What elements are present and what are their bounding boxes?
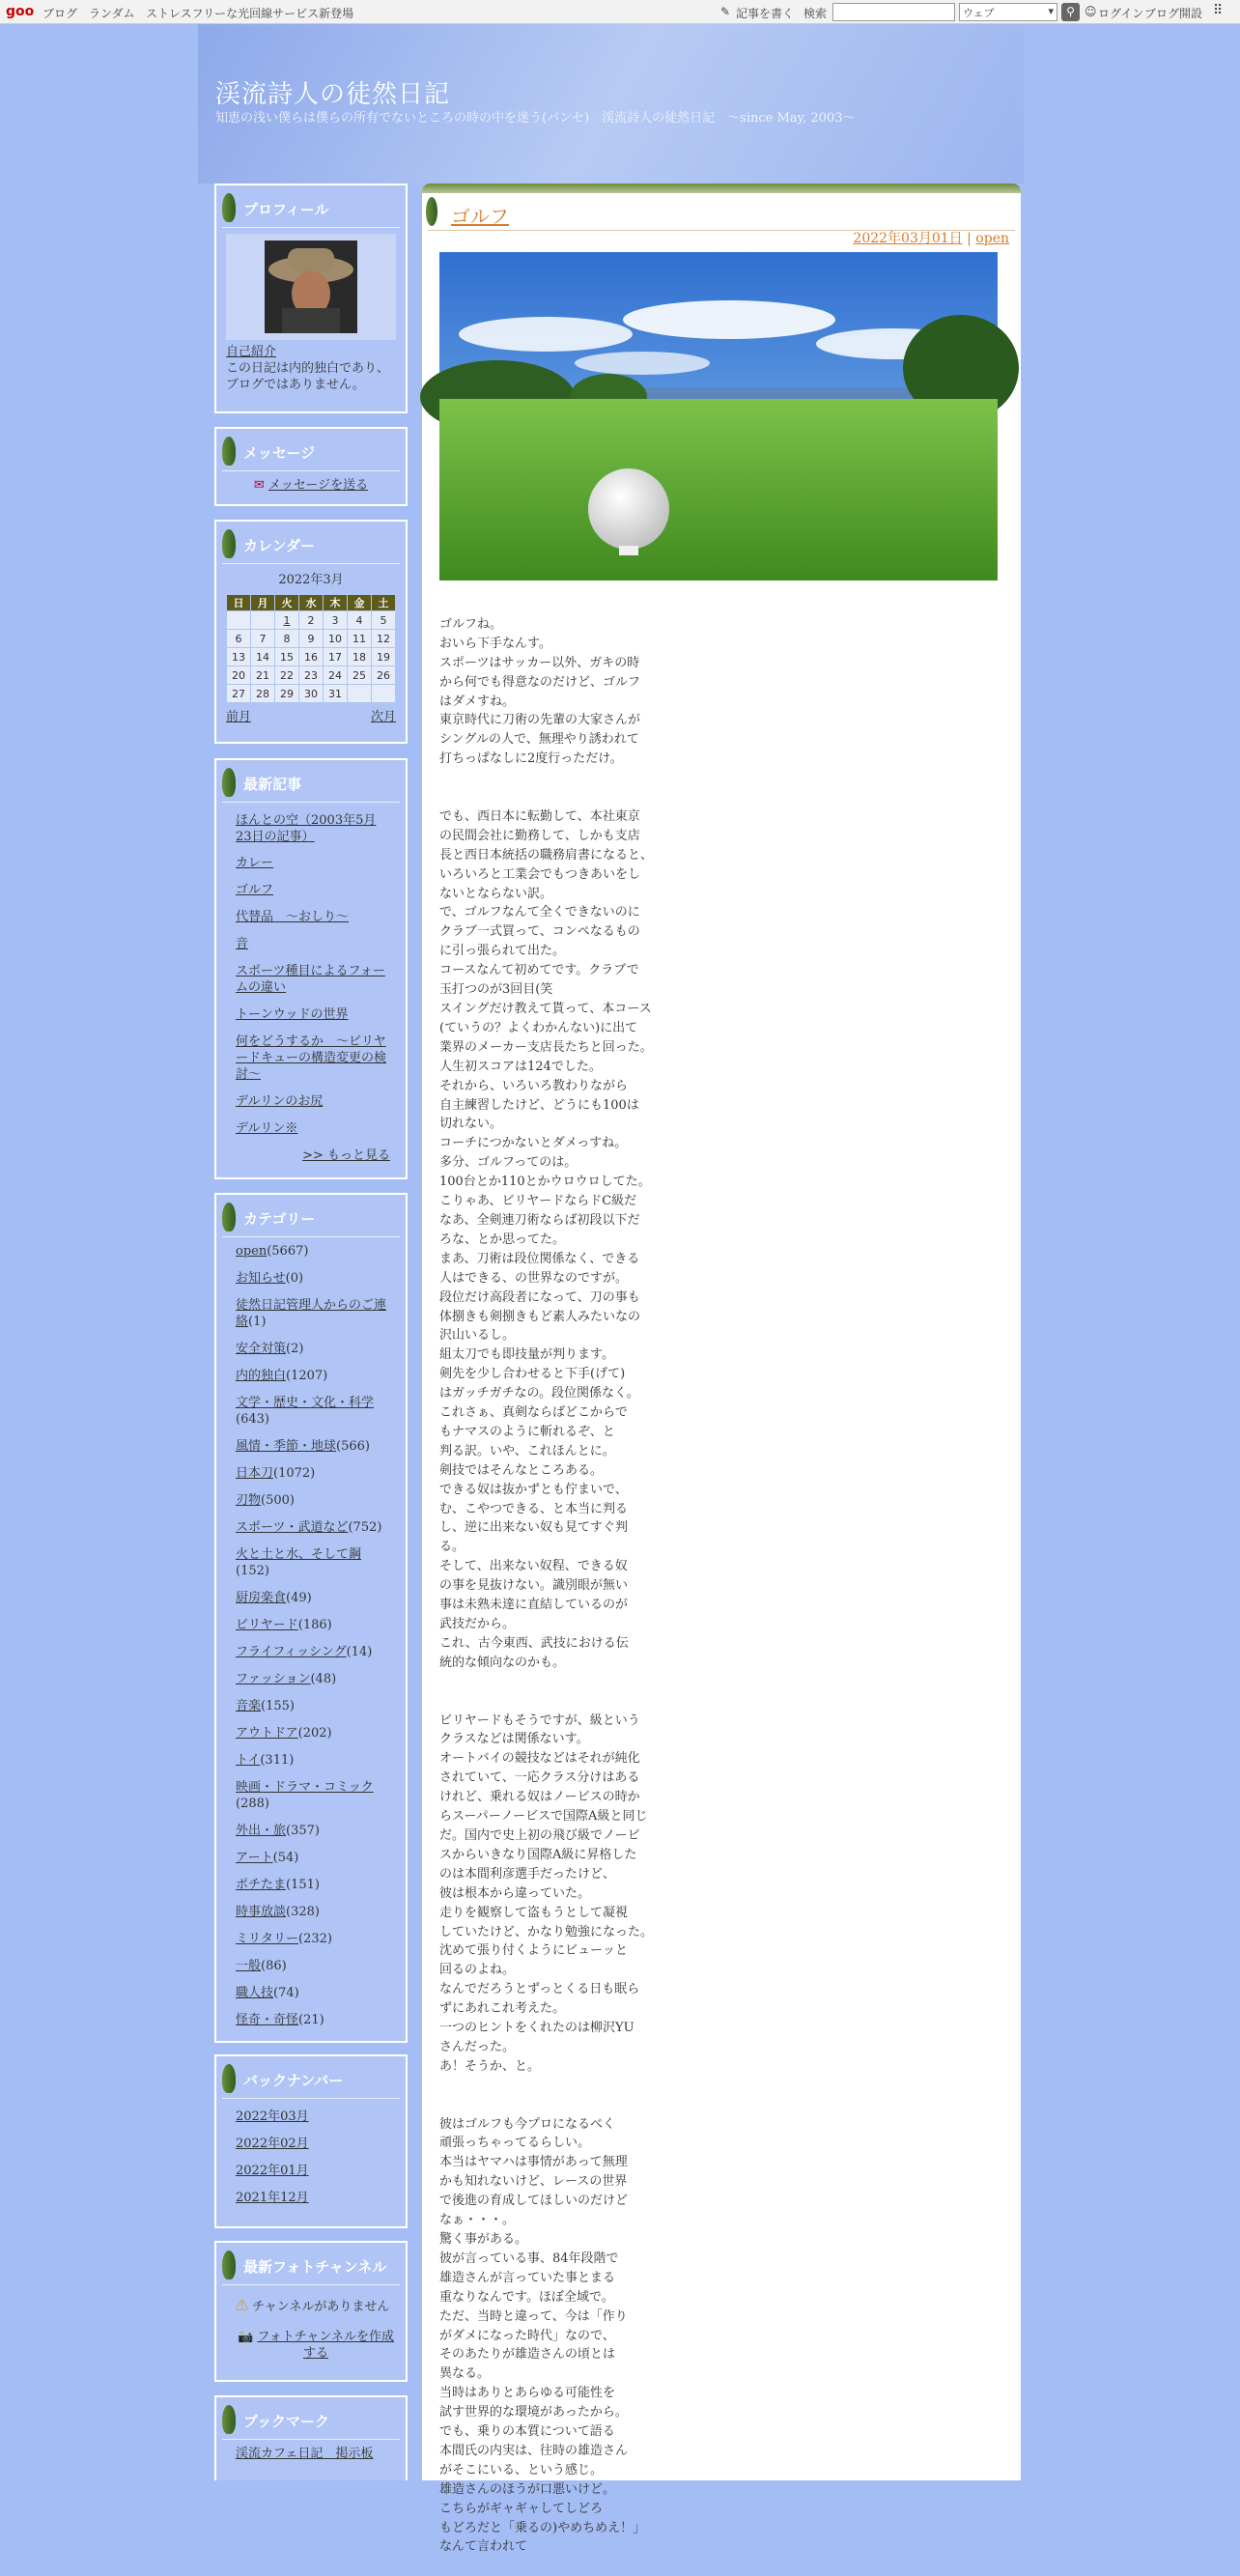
calendar-day: 5 [372, 611, 396, 630]
categories-heading: カテゴリー [243, 1210, 316, 1228]
categories-header [222, 1195, 400, 1237]
create-photo-channel-link[interactable]: フォトチャンネルを作成する [257, 2330, 394, 2361]
message-header [222, 429, 400, 471]
calendar-day: 9 [299, 630, 324, 648]
category-link[interactable]: 怪奇・奇怪 [236, 2013, 299, 2027]
category-link[interactable]: 映画・ドラマ・コミック [236, 1780, 374, 1795]
category-link[interactable]: 音楽 [236, 1699, 262, 1713]
calendar-day: 3 [324, 611, 348, 630]
recent-post-link[interactable]: デルリンのお尻 [236, 1094, 324, 1109]
category-count: (152) [236, 1564, 269, 1578]
weekday-label: 水 [299, 595, 324, 611]
category-link[interactable]: 職人技 [236, 1986, 274, 2000]
leaf-icon [222, 529, 236, 558]
calendar-day: 11 [348, 630, 372, 648]
more-posts-link[interactable]: >> もっと見る [302, 1148, 390, 1163]
search-scope-value: ウェブ [963, 7, 995, 19]
category-item [236, 1297, 390, 1330]
category-link[interactable]: 時事放談 [236, 1905, 287, 1919]
search-input[interactable] [832, 3, 955, 21]
calendar-day: 23 [299, 666, 324, 685]
entry-date-link[interactable]: 2022年03月01日 [853, 231, 963, 246]
bookmark-heading: ブックマーク [243, 2413, 329, 2430]
calendar-day: 19 [372, 648, 396, 666]
category-count: (328) [286, 1905, 320, 1919]
leaf-icon [222, 437, 236, 466]
search-button[interactable] [1061, 3, 1080, 21]
calendar-day: 17 [324, 648, 348, 666]
category-item [236, 1492, 390, 1509]
recent-post-link[interactable]: ゴルフ [236, 883, 274, 897]
calendar-day [251, 611, 275, 630]
entry-title[interactable]: ゴルフ [451, 205, 509, 228]
recent-post-link[interactable]: 代替品 ～おしり～ [236, 910, 350, 924]
message-box [214, 427, 408, 506]
search-label: 検索 [803, 7, 828, 20]
category-item [236, 1368, 390, 1384]
recent-post-link[interactable]: スポーツ種目によるフォームの違い [236, 964, 385, 995]
category-link[interactable]: トイ [236, 1753, 261, 1768]
calendar-day: 29 [275, 685, 299, 703]
category-item [236, 1243, 390, 1260]
category-item [236, 2012, 390, 2028]
avatar [265, 241, 357, 333]
category-link[interactable]: アウトドア [236, 1726, 298, 1741]
category-link[interactable]: ポチたま [236, 1878, 287, 1892]
category-list [226, 1237, 396, 2028]
category-item [236, 1341, 390, 1357]
entry-body [439, 596, 671, 2576]
category-count: (500) [261, 1493, 295, 1508]
category-link[interactable]: ミリタリー [236, 1932, 299, 1946]
category-count: (155) [261, 1699, 295, 1713]
calendar-month: 2022年3月 [278, 573, 344, 587]
category-count: (202) [297, 1726, 332, 1741]
chevron-down-icon: ▾ [1048, 5, 1054, 17]
calendar-day [348, 685, 372, 703]
categories-box [214, 1193, 408, 2043]
category-item [236, 1395, 390, 1428]
category-count: (1072) [273, 1466, 316, 1481]
message-heading: メッセージ [243, 444, 316, 462]
calendar-day: 31 [324, 685, 348, 703]
category-count: (54) [272, 1851, 299, 1865]
category-link[interactable]: スポーツ・武道など [236, 1520, 349, 1535]
category-count: (311) [260, 1753, 295, 1768]
category-link[interactable]: open [236, 1244, 268, 1259]
calendar-day: 7 [251, 630, 275, 648]
entry-paragraph: ゴルフね。 おいら下手なんす。 スポーツはサッカー以外、ガキの時 から何でも得意なのだけど、ゴルフ はダメすね。 東京時代に刀術の先輩の大家さんが シングルの人で、無理やり誘われて 打ちっぱなしに2度行っただけ。 [439, 616, 641, 767]
profile-text: この日記は内的独白であり、ブログではありません。 [226, 361, 390, 392]
category-item [236, 1590, 390, 1606]
leaf-icon [222, 2064, 236, 2093]
envelope-icon: ✉ [253, 478, 265, 493]
category-link[interactable]: お知らせ [236, 1271, 286, 1286]
category-count: (151) [286, 1878, 320, 1892]
category-count: (48) [310, 1672, 337, 1686]
weekday-label: 火 [275, 595, 299, 611]
grid-menu-icon[interactable]: ⠿ [1213, 3, 1224, 18]
category-count: (288) [236, 1797, 269, 1811]
meta-separator: | [967, 231, 972, 246]
category-item [236, 1546, 390, 1579]
leaf-icon [426, 197, 437, 226]
category-count: (5667) [267, 1244, 309, 1259]
weekday-label: 木 [324, 595, 348, 611]
category-link[interactable]: 一般 [236, 1959, 262, 1973]
weekday-label: 日 [227, 595, 251, 611]
category-item [236, 1752, 390, 1769]
category-link[interactable]: 日本刀 [236, 1466, 274, 1481]
category-link[interactable]: アート [236, 1851, 273, 1865]
weekday-label: 金 [348, 595, 372, 611]
category-count: (1) [248, 1315, 267, 1329]
blog-description: 知恵の浅い僕らは僕らの所有でないところの時の中を迷う(パンセ) 渓流詩人の徒然日記 ～since May, 2003～ [215, 111, 856, 126]
category-count: (232) [298, 1932, 332, 1946]
warning-icon: ⚠ [236, 2300, 249, 2314]
category-count: (186) [297, 1618, 332, 1632]
category-link[interactable]: 厨房楽食 [236, 1591, 287, 1605]
category-item [236, 1958, 390, 1974]
calendar-day: 30 [299, 685, 324, 703]
category-item [236, 1904, 390, 1920]
category-link[interactable]: 火と土と水、そして鋼 [236, 1547, 362, 1562]
calendar-day: 4 [348, 611, 372, 630]
category-item [236, 1438, 390, 1455]
backnumber-box [214, 2054, 408, 2228]
leaf-icon [222, 193, 236, 222]
bookmark-header [222, 2397, 400, 2440]
avatar-frame [226, 234, 396, 340]
profile-box [214, 184, 408, 413]
calendar-day: 18 [348, 648, 372, 666]
bookmark-box [214, 2395, 408, 2480]
calendar-day: 10 [324, 630, 348, 648]
category-count: (21) [298, 2013, 324, 2027]
toolbar-link-random[interactable]: ランダム [89, 7, 135, 20]
calendar-day: 2 [299, 611, 324, 630]
calendar-day-link[interactable]: 1 [275, 611, 299, 630]
toolbar-link-promo[interactable]: ストレスフリーな光回線サービス新登場 [146, 7, 354, 20]
category-item [236, 1877, 390, 1893]
entry [422, 184, 1021, 2555]
category-count: (86) [261, 1959, 287, 1973]
goo-logo[interactable]: goo [6, 4, 35, 19]
category-item [236, 1519, 390, 1536]
weekday-label: 土 [372, 595, 396, 611]
category-count: (14) [346, 1645, 373, 1659]
golf-ball-photo[interactable] [439, 252, 998, 580]
calendar-day: 13 [227, 648, 251, 666]
blog-title[interactable]: 渓流詩人の徒然日記 [215, 80, 451, 109]
category-count: (2) [286, 1342, 304, 1356]
photo-channel-box [214, 2241, 408, 2382]
category-count: (357) [286, 1824, 320, 1838]
archive-link[interactable]: 2022年02月 [236, 2137, 309, 2151]
pencil-icon: ✎ [720, 5, 731, 18]
calendar-day: 21 [251, 666, 275, 685]
recent-post-link[interactable]: デルリン※ [236, 1121, 298, 1136]
calendar-box [214, 520, 408, 744]
calendar-day: 26 [372, 666, 396, 685]
recent-header [222, 760, 400, 803]
profile-heading: プロフィール [243, 201, 329, 218]
toolbar-link-blog[interactable]: ブログ [42, 7, 78, 20]
recent-post-link[interactable]: トーンウッドの世界 [236, 1007, 349, 1022]
calendar-heading: カレンダー [243, 537, 316, 554]
category-count: (752) [348, 1520, 382, 1535]
calendar-table [226, 594, 396, 703]
user-icon: ☺ [1085, 5, 1097, 18]
category-item [236, 1823, 390, 1839]
profile-header [222, 185, 400, 228]
calendar-day [372, 685, 396, 703]
category-link[interactable]: 外出・旅 [236, 1824, 287, 1838]
category-item [236, 1465, 390, 1482]
calendar-day: 14 [251, 648, 275, 666]
camera-icon: 📷 [238, 2330, 254, 2344]
entry-meta [853, 228, 1009, 247]
calendar-day: 16 [299, 648, 324, 666]
category-item [236, 1779, 390, 1812]
search-icon: ⚲ [1066, 5, 1075, 18]
archive-link[interactable]: 2021年12月 [236, 2191, 309, 2205]
goo-toolbar [0, 0, 1240, 24]
category-link[interactable]: フライフィッシング [236, 1645, 347, 1659]
calendar-day: 27 [227, 685, 251, 703]
calendar-day: 25 [348, 666, 372, 685]
recent-post-link[interactable]: 何をどうするか ～ビリヤードキューの構造変更の検討～ [236, 1034, 387, 1082]
category-count: (566) [336, 1439, 370, 1454]
category-item [236, 1931, 390, 1947]
photo-channel-heading: 最新フォトチャンネル [243, 2258, 387, 2276]
no-channel-text: チャンネルがありません [252, 2300, 390, 2314]
backnumber-header [222, 2056, 400, 2099]
open-blog-link[interactable]: ブログ開設 [1144, 7, 1203, 20]
category-link[interactable]: 刃物 [236, 1493, 262, 1508]
send-message-link[interactable]: メッセージを送る [268, 478, 369, 493]
search-scope-select[interactable] [959, 3, 1057, 21]
weekday-label: 月 [251, 595, 275, 611]
category-item [236, 1617, 390, 1633]
login-link[interactable]: ログイン [1098, 7, 1144, 20]
calendar-day: 8 [275, 630, 299, 648]
category-link[interactable]: 徒然日記管理人からのご連絡 [236, 1298, 387, 1329]
leaf-icon [222, 1203, 236, 1231]
next-month-link[interactable]: 次月 [370, 710, 396, 724]
calendar-header [222, 522, 400, 564]
recent-posts-box [214, 758, 408, 1179]
calendar-day: 12 [372, 630, 396, 648]
entry-paragraph: 彼はゴルフも今プロになるべく 頑張っちゃってるらしい。 本当はヤマハは事情があって無理 かも知れないけど、レースの世界 で後進の育成してほしいのだけど なぁ・・・。 驚く事がある。 彼が言っている事、84年段階で 雄造さんが言っていた事とまる 重なりなんです。ほぼ全域で。 ただ、当時と違って、今は「作り がダメになった時代」なので、 そのあたりが雄造さんの頃とは 異なる。 当時はありとあらゆる可能性を 試す世界的な環境があったから。 でも、乗りの本質について語る 本間氏の内実は、往時の雄造さん がそこにいる、という感じ。 雄造さんのほうが口悪いけど。 こちらがギャギャしてしどろ もどろだと「乗るの)やめちめえ！」 なんて言われて [439, 2116, 646, 2555]
category-link[interactable]: 風情・季節・地球 [236, 1439, 337, 1454]
recent-post-link[interactable]: カレー [236, 856, 274, 870]
bookmark-link[interactable]: 渓流カフェ日記 掲示板 [236, 2447, 374, 2461]
prev-month-link[interactable]: 前月 [226, 710, 252, 724]
calendar-day: 20 [227, 666, 251, 685]
category-link[interactable]: ファッション [236, 1672, 311, 1686]
category-link[interactable]: 内的独白 [236, 1369, 287, 1383]
calendar-day: 24 [324, 666, 348, 685]
entry-category-link[interactable]: open [975, 231, 1009, 246]
category-item [236, 1644, 390, 1660]
blog-header [198, 24, 1024, 184]
category-count: (643) [236, 1412, 269, 1427]
entry-top-stripe [422, 184, 1021, 193]
recent-post-link[interactable]: ほんとの空（2003年5月23日の記事） [236, 813, 377, 844]
category-link[interactable]: 安全対策 [236, 1342, 287, 1356]
calendar-day [227, 611, 251, 630]
category-count: (1207) [286, 1369, 328, 1383]
category-item [236, 1725, 390, 1741]
category-item [236, 1985, 390, 2001]
calendar-day: 15 [275, 648, 299, 666]
leaf-icon [222, 768, 236, 797]
calendar-day: 28 [251, 685, 275, 703]
profile-intro-link[interactable]: 自己紹介 [226, 345, 277, 359]
entry-paragraph: ビリヤードもそうですが、級という クラスなどは関係ないす。 オートバイの競技などはそれが純化 されていて、一応クラス分けはある けれど、乗れる奴はノービスの時か らスーパーノービスで国際A級と同じ だ。国内で史上初の飛び級でノービ スからいきなり国際A級に昇格した のは本間利彦選手だったけど、 彼は根本から違っていた。 走りを観察して盗もうとして凝視 していたけど、かなり勉強になった。 沈めて張り付くようにビューッと 回るのよね。 なんでだろうとずっとくる日も眠ら ずにあれこれ考えた。 一つのヒントをくれたのは柳沢YU さんだった。 あ！そうか、と。 [439, 1713, 654, 2074]
category-count: (74) [273, 1986, 299, 2000]
recent-heading: 最新記事 [243, 776, 302, 793]
category-count: (49) [286, 1591, 312, 1605]
recent-post-link[interactable]: 音 [236, 937, 249, 951]
category-count: (0) [285, 1271, 304, 1286]
category-link[interactable]: 文学・歴史・文化・科学 [236, 1396, 375, 1410]
leaf-icon [222, 2405, 236, 2434]
photo-channel-header [222, 2243, 400, 2285]
archive-link[interactable]: 2022年03月 [236, 2109, 309, 2124]
archive-link[interactable]: 2022年01月 [236, 2164, 309, 2178]
category-item [236, 1850, 390, 1866]
category-item [236, 1270, 390, 1287]
entry-paragraph: でも、西日本に転勤して、本社東京 の民間会社に勤務して、しかも支店 長と西日本統括の職務肩書になると、 いろいろと工業会でもつきあいをし ないとならない訳。 で、ゴルフなんて全くできないのに クラブ一式買って、コンペなるもの に引っ張られて出た。 コースなんて初めてです。クラブで 玉打つのが3回目(笑 スイングだけ教えて貰って、本コース (ていうの？よくわかんない)に出て 業界のメーカー支店長たちと回った。 人生初スコアは124でした。 それから、いろいろ教わりながら 自主練習したけど、どうにも100は 切れない。 コーチにつかないとダメっすね。 多分、ゴルフってのは。 100台とか110とかウロウロしてた。 こりゃあ、ビリヤードならドC級だ なあ、全剣連刀術ならば初段以下だ ろな、とか思ってた。 まあ、刀術は段位関係なく、できる 人はできる、の世界なのですが。 段位だけ高段者になって、刀の事も 体捌きも剣捌きもど素人みたいなの 沢山いるし。 組太刀でも即技量が判ります。 剣先を少し合わせると下手(げて) はガッチガチなの。段位関係なく。 これさぁ、真剣ならばどこからで もナマスのように斬れるぞ、と 判る訳。いや、これほんとに。 剣技ではそんなところある。 できる奴は抜かずとも佇まいで、 む、こやつできる、と本当に判る し、逆に出来ない奴も見てすぐ判 る。 そして、出来ない奴程、できる奴 の事を見抜けない。識別眼が無い 事は未熟未達に直結しているのが 武技だから。 これ、古今東西、武技における伝 統的な傾向なのかも。 [439, 808, 654, 1670]
calendar-day: 22 [275, 666, 299, 685]
backnumber-heading: バックナンバー [243, 2072, 344, 2089]
category-link[interactable]: ビリヤード [236, 1618, 298, 1632]
leaf-icon [222, 2250, 236, 2279]
calendar-day: 6 [227, 630, 251, 648]
category-item [236, 1671, 390, 1687]
write-post-link[interactable]: 記事を書く [736, 7, 795, 20]
category-item [236, 1698, 390, 1714]
